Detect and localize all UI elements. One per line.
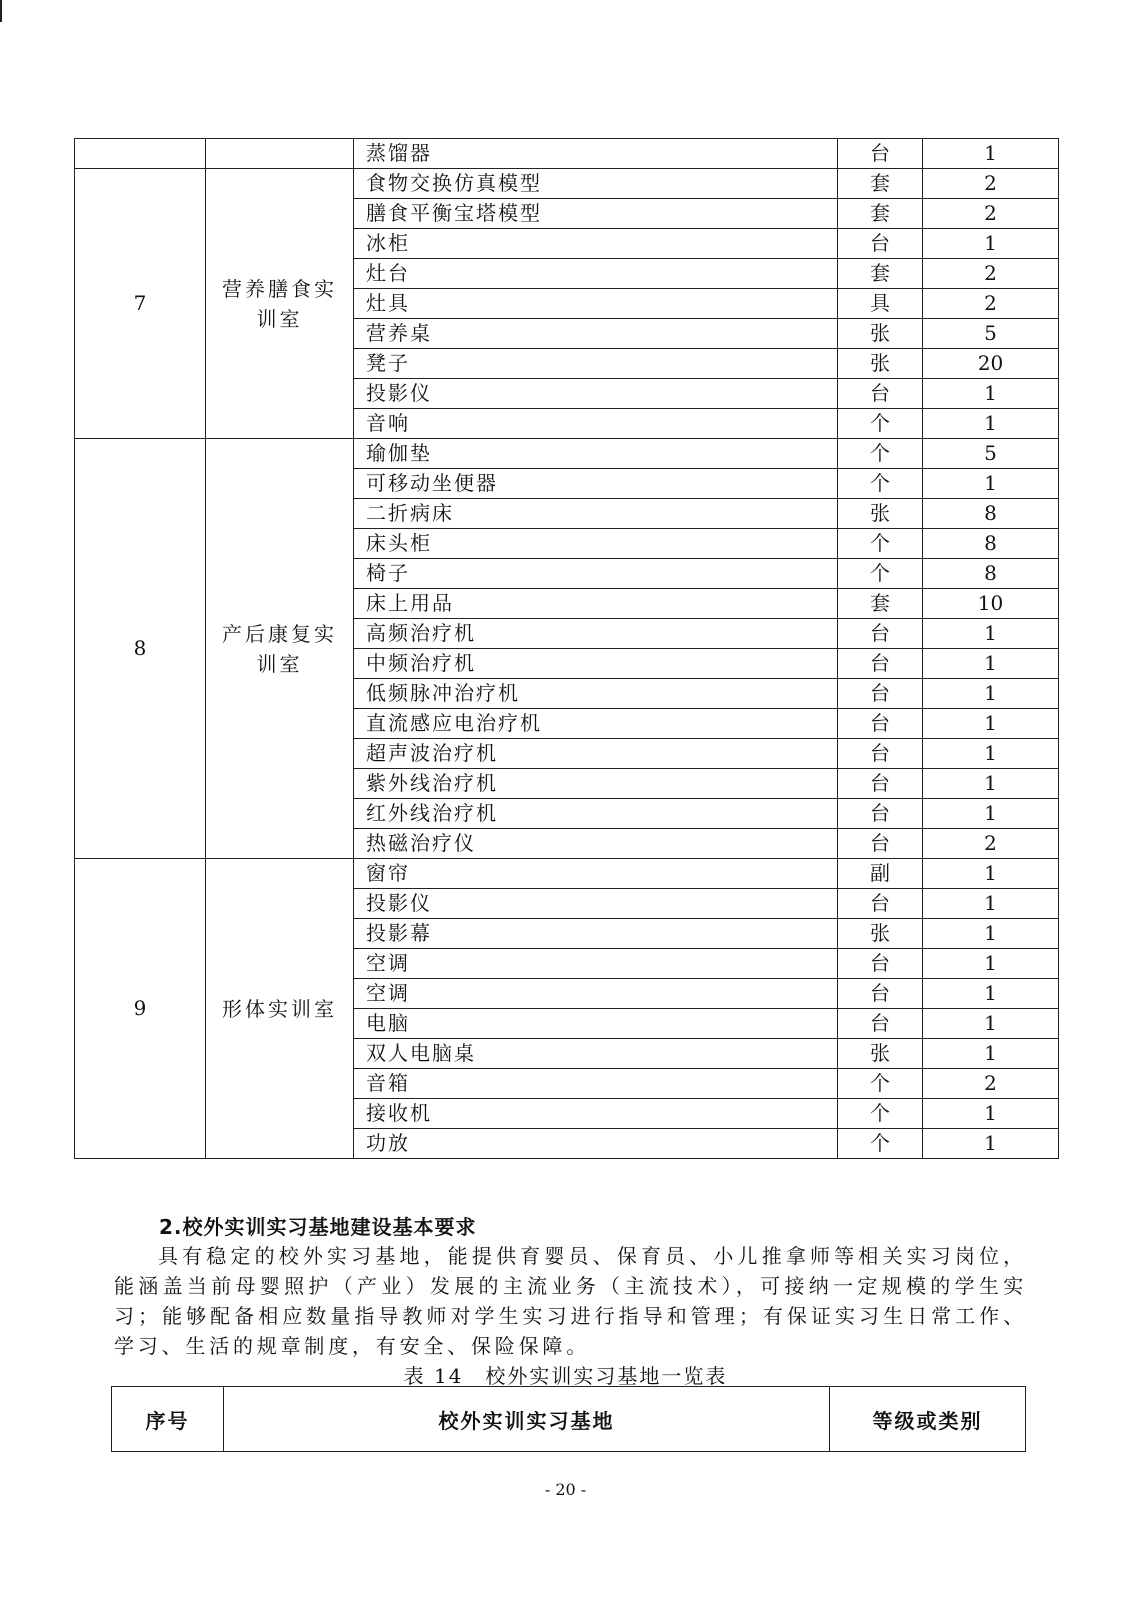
section-heading: 2.校外实训实习基地建设基本要求	[159, 1215, 477, 1239]
table-row	[75, 139, 1059, 169]
item-unit: 台	[838, 799, 923, 829]
item-unit: 台	[838, 649, 923, 679]
item-unit: 台	[838, 709, 923, 739]
item-name: 音箱	[354, 1069, 838, 1099]
item-unit: 具	[838, 289, 923, 319]
item-unit: 台	[838, 229, 923, 259]
item-name: 窗帘	[354, 859, 838, 889]
item-quantity: 1	[923, 949, 1059, 979]
item-unit: 个	[838, 409, 923, 439]
item-unit: 台	[838, 379, 923, 409]
item-quantity: 1	[923, 229, 1059, 259]
column-header-number: 序号	[112, 1387, 224, 1452]
item-unit: 套	[838, 199, 923, 229]
item-name: 功放	[354, 1129, 838, 1159]
item-unit: 张	[838, 919, 923, 949]
item-name: 紫外线治疗机	[354, 769, 838, 799]
item-name: 中频治疗机	[354, 649, 838, 679]
item-quantity: 5	[923, 439, 1059, 469]
item-name: 瑜伽垫	[354, 439, 838, 469]
item-unit: 套	[838, 259, 923, 289]
item-quantity: 1	[923, 739, 1059, 769]
column-header-base: 校外实训实习基地	[224, 1387, 830, 1452]
page-number: - 20 -	[544, 1480, 587, 1499]
item-name: 电脑	[354, 1009, 838, 1039]
item-quantity: 1	[923, 679, 1059, 709]
item-name: 灶具	[354, 289, 838, 319]
item-quantity: 1	[923, 709, 1059, 739]
item-name: 红外线治疗机	[354, 799, 838, 829]
item-unit: 副	[838, 859, 923, 889]
equipment-table	[74, 138, 1059, 1159]
item-quantity: 10	[923, 589, 1059, 619]
item-name: 冰柜	[354, 229, 838, 259]
item-quantity: 1	[923, 889, 1059, 919]
item-name: 椅子	[354, 559, 838, 589]
item-quantity: 1	[923, 799, 1059, 829]
item-unit: 张	[838, 1039, 923, 1069]
item-unit: 个	[838, 529, 923, 559]
item-name: 食物交换仿真模型	[354, 169, 838, 199]
item-unit: 台	[838, 679, 923, 709]
item-quantity: 2	[923, 289, 1059, 319]
item-unit: 台	[838, 829, 923, 859]
room-name: 营养膳食实训室	[206, 169, 354, 439]
item-unit: 台	[838, 739, 923, 769]
item-unit: 个	[838, 1099, 923, 1129]
row-number: 9	[75, 859, 206, 1159]
room-name: 形体实训室	[206, 859, 354, 1159]
item-quantity: 1	[923, 379, 1059, 409]
item-unit: 台	[838, 889, 923, 919]
item-unit: 个	[838, 559, 923, 589]
page-edge-mark	[0, 0, 2, 22]
item-quantity: 1	[923, 979, 1059, 1009]
table-caption: 表 14 校外实训实习基地一览表	[403, 1364, 728, 1388]
item-quantity: 2	[923, 199, 1059, 229]
item-unit: 台	[838, 769, 923, 799]
base-list-table	[111, 1386, 1026, 1452]
item-unit: 张	[838, 499, 923, 529]
item-name: 投影幕	[354, 919, 838, 949]
item-quantity: 1	[923, 859, 1059, 889]
item-unit: 张	[838, 319, 923, 349]
item-name: 空调	[354, 979, 838, 1009]
section-paragraph: 具有稳定的校外实习基地，能提供育婴员、保育员、小儿推拿师等相关实习岗位，能涵盖当前母婴照护（产业）发展的主流业务（主流技术），可接纳一定规模的学生实习；能够配备相应数量指导教师对学生实习进行指导和管理；有保证实习生日常工作、学习、生活的规章制度，有安全、保险保障。	[114, 1244, 1027, 1358]
item-quantity: 1	[923, 1009, 1059, 1039]
table-row	[75, 169, 1059, 199]
item-unit: 台	[838, 139, 923, 169]
item-quantity: 2	[923, 259, 1059, 289]
table-row	[75, 859, 1059, 889]
item-quantity: 1	[923, 649, 1059, 679]
item-unit: 个	[838, 469, 923, 499]
item-unit: 台	[838, 619, 923, 649]
row-number	[75, 139, 206, 169]
item-unit: 个	[838, 439, 923, 469]
item-quantity: 8	[923, 529, 1059, 559]
item-quantity: 2	[923, 829, 1059, 859]
item-unit: 台	[838, 949, 923, 979]
item-name: 空调	[354, 949, 838, 979]
item-quantity: 1	[923, 1039, 1059, 1069]
item-name: 热磁治疗仪	[354, 829, 838, 859]
table-header-row	[112, 1387, 1026, 1452]
item-quantity: 1	[923, 469, 1059, 499]
item-quantity: 1	[923, 1129, 1059, 1159]
item-unit: 个	[838, 1069, 923, 1099]
item-quantity: 2	[923, 169, 1059, 199]
item-quantity: 2	[923, 1069, 1059, 1099]
item-name: 低频脉冲治疗机	[354, 679, 838, 709]
item-quantity: 1	[923, 409, 1059, 439]
item-name: 音响	[354, 409, 838, 439]
table-row	[75, 439, 1059, 469]
item-quantity: 1	[923, 919, 1059, 949]
item-quantity: 8	[923, 559, 1059, 589]
item-name: 膳食平衡宝塔模型	[354, 199, 838, 229]
item-unit: 张	[838, 349, 923, 379]
room-name: 产后康复实训室	[206, 439, 354, 859]
item-quantity: 1	[923, 769, 1059, 799]
row-number: 7	[75, 169, 206, 439]
item-quantity: 8	[923, 499, 1059, 529]
item-name: 超声波治疗机	[354, 739, 838, 769]
item-name: 投影仪	[354, 889, 838, 919]
row-number: 8	[75, 439, 206, 859]
item-name: 接收机	[354, 1099, 838, 1129]
item-name: 可移动坐便器	[354, 469, 838, 499]
item-name: 高频治疗机	[354, 619, 838, 649]
item-name: 直流感应电治疗机	[354, 709, 838, 739]
item-unit: 台	[838, 979, 923, 1009]
item-unit: 台	[838, 1009, 923, 1039]
item-quantity: 1	[923, 619, 1059, 649]
item-name: 蒸馏器	[354, 139, 838, 169]
item-unit: 个	[838, 1129, 923, 1159]
item-quantity: 1	[923, 139, 1059, 169]
item-quantity: 20	[923, 349, 1059, 379]
item-unit: 套	[838, 169, 923, 199]
item-name: 床上用品	[354, 589, 838, 619]
item-unit: 套	[838, 589, 923, 619]
item-name: 双人电脑桌	[354, 1039, 838, 1069]
item-name: 床头柜	[354, 529, 838, 559]
item-name: 投影仪	[354, 379, 838, 409]
item-name: 凳子	[354, 349, 838, 379]
item-quantity: 5	[923, 319, 1059, 349]
item-quantity: 1	[923, 1099, 1059, 1129]
item-name: 灶台	[354, 259, 838, 289]
item-name: 营养桌	[354, 319, 838, 349]
column-header-level: 等级或类别	[830, 1387, 1026, 1452]
item-name: 二折病床	[354, 499, 838, 529]
room-name	[206, 139, 354, 169]
